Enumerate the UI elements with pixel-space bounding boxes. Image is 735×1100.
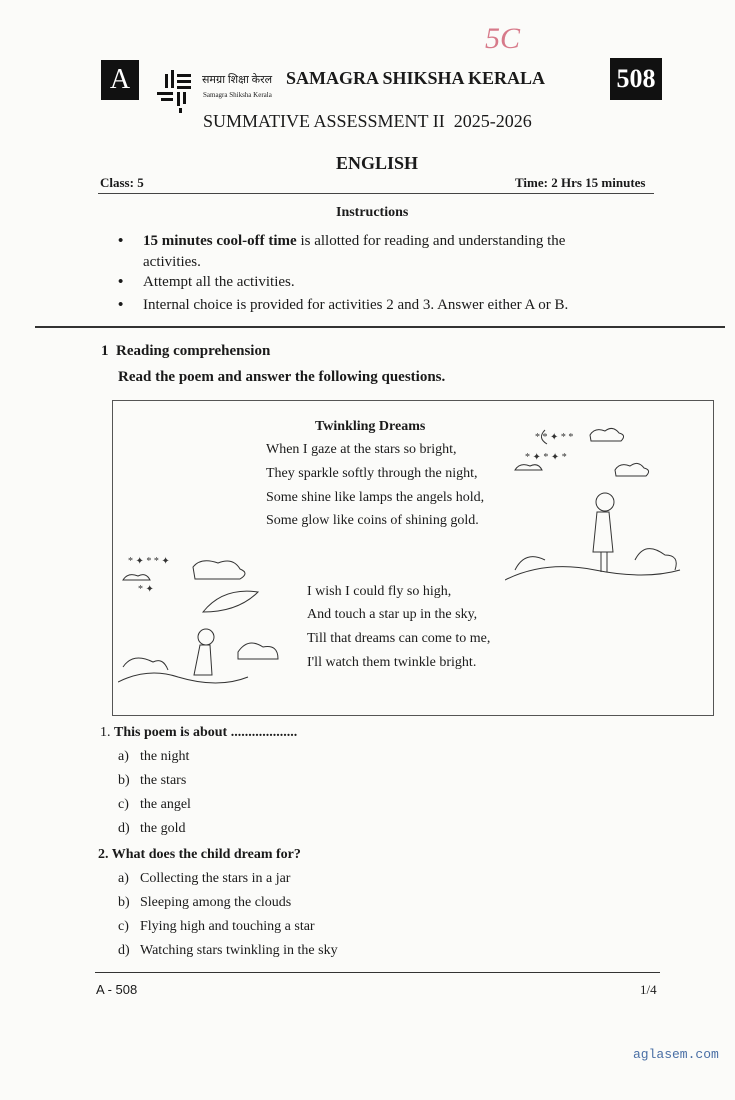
time-label: Time: 2 Hrs 15 minutes bbox=[515, 175, 646, 190]
paper-code-badge: 508 bbox=[610, 58, 662, 100]
poem-line: When I gaze at the stars so bright, bbox=[266, 442, 457, 457]
poem-title: Twinkling Dreams bbox=[315, 419, 426, 434]
option: a) Collecting the stars in a jar bbox=[118, 871, 291, 886]
poem-line: They sparkle softly through the night, bbox=[266, 466, 478, 481]
watermark: aglasem.com bbox=[633, 1047, 719, 1062]
page-number: 1/4 bbox=[640, 982, 657, 997]
section-title: 1 Reading comprehension bbox=[101, 343, 271, 359]
question-1: 1. This poem is about ................... bbox=[100, 725, 298, 740]
svg-text:* ✦ * * ✦: * ✦ * * ✦ bbox=[128, 556, 170, 567]
exam-page: 5C A समग्रा शिक्षा केरल Samagra Shiksha Kerala SAMAGRA SHIKSHA KERALA 508 SUMMATIVE ASSESSMENT II 2025-2026 ENGLISH Class: 5 Time: 2 Hrs 15 minutes Instructions 15 minutes cool-off time is allotted for reading and understanding the activities. Attempt all the activities. Internal choice is provided for activities 2 and 3. Answer either A or B. 1 Reading comprehension Read the poem and answer the following questions. Twinkling Dreams When I gaze at the stars so bright, They sparkle softly through the night, Some shine like lamps the angels hold, Some glow like coins of shining gold. I wish I could fly so high, And touch a star up in the sky, Till that dreams can come to me, I'll watch them twinkle bright. * * ✦ * * * ✦ * ✦ * * ✦ * * ✦ * ✦ 1. This poem is about ................... a) the night b) the stars c) the angel d) the gold 2. What does the child dream for? a) Collecting the stars in a jar b) Sleeping among the clouds c) Flying high and touching a star d) Watching stars twinkling in the sky A - 508 1/4 aglasem.com bbox=[0, 0, 735, 1100]
org-small: Samagra Shiksha Kerala bbox=[203, 91, 272, 99]
exam-title: SUMMATIVE ASSESSMENT II 2025-2026 bbox=[203, 111, 532, 131]
poem-line: I wish I could fly so high, bbox=[307, 584, 452, 599]
class-label: Class: 5 bbox=[100, 175, 144, 190]
handwritten-mark: 5C bbox=[485, 22, 521, 55]
option: c) Flying high and touching a star bbox=[118, 919, 315, 934]
org-title: SAMAGRA SHIKSHA KERALA bbox=[286, 68, 546, 88]
svg-text:* * ✦ * *: * * ✦ * * bbox=[535, 432, 574, 443]
option: d) the gold bbox=[118, 821, 186, 836]
section-directive: Read the poem and answer the following questions. bbox=[118, 369, 446, 385]
poem-line: Till that dreams can come to me, bbox=[307, 631, 491, 646]
org-hindi: समग्रा शिक्षा केरल bbox=[202, 74, 273, 86]
question-2: 2. What does the child dream for? bbox=[98, 847, 301, 862]
samagra-logo-icon bbox=[155, 70, 203, 114]
instructions-heading: Instructions bbox=[336, 205, 409, 220]
option: c) the angel bbox=[118, 797, 191, 812]
option: d) Watching stars twinkling in the sky bbox=[118, 943, 338, 958]
child-stargazing-illustration bbox=[505, 410, 685, 585]
option: a) the night bbox=[118, 749, 190, 764]
instruction-continuation: activities. bbox=[143, 254, 201, 270]
set-code-badge: A bbox=[101, 60, 139, 100]
svg-text:* ✦: * ✦ bbox=[138, 584, 154, 595]
subject-title: ENGLISH bbox=[336, 153, 419, 173]
poem-line: And touch a star up in the sky, bbox=[307, 607, 478, 622]
child-flying-dream-illustration bbox=[118, 552, 298, 692]
footer-divider bbox=[95, 972, 660, 973]
option: b) the stars bbox=[118, 773, 187, 788]
option: b) Sleeping among the clouds bbox=[118, 895, 292, 910]
divider bbox=[98, 193, 654, 194]
poem-line: Some glow like coins of shining gold. bbox=[266, 513, 479, 528]
poem-line: Some shine like lamps the angels hold, bbox=[266, 490, 485, 505]
poem-line: I'll watch them twinkle bright. bbox=[307, 655, 477, 670]
footer-code: A - 508 bbox=[96, 982, 138, 997]
svg-text:* ✦ * ✦ *: * ✦ * ✦ * bbox=[525, 452, 567, 463]
divider bbox=[35, 326, 725, 328]
